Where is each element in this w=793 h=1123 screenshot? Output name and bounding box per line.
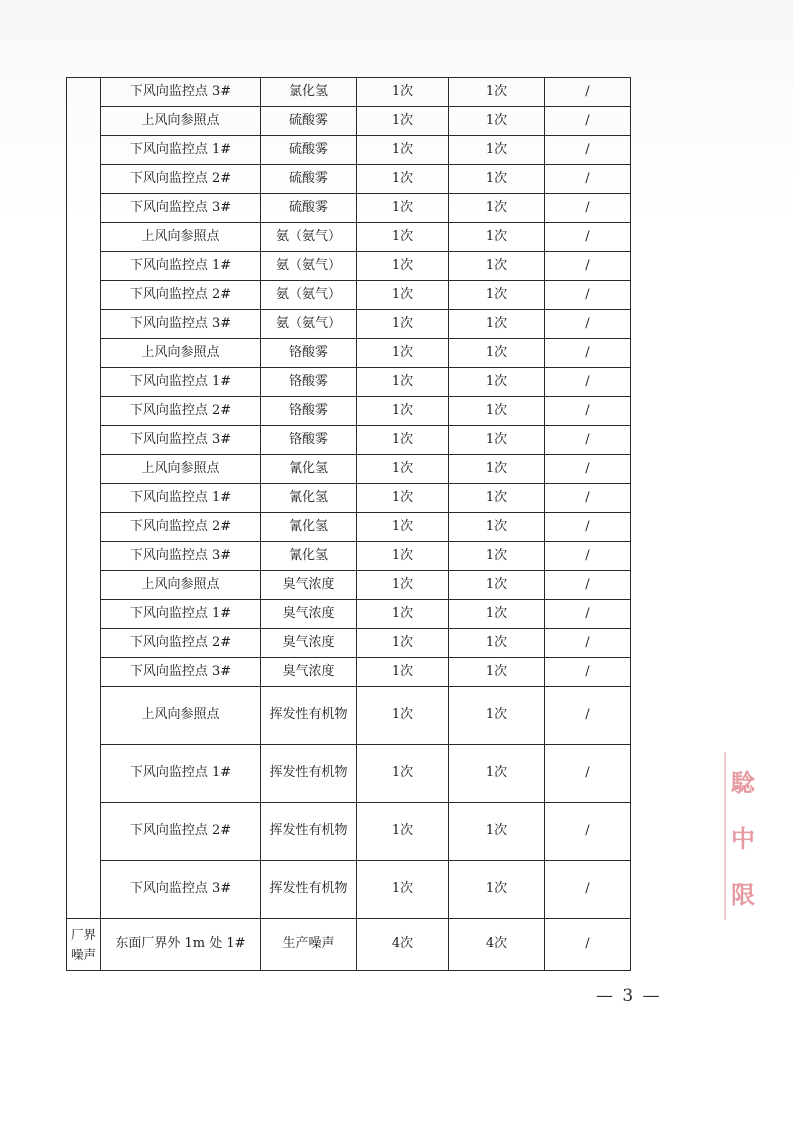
table-row	[67, 165, 631, 194]
item-cell: 硫酸雾	[261, 165, 357, 194]
note-cell: /	[545, 78, 631, 107]
item-cell: 铬酸雾	[261, 368, 357, 397]
note-cell: /	[545, 600, 631, 629]
freq-b-cell: 1次	[449, 658, 545, 687]
note-cell: /	[545, 194, 631, 223]
item-cell: 铬酸雾	[261, 426, 357, 455]
note-cell: /	[545, 513, 631, 542]
freq-b-cell: 1次	[449, 687, 545, 745]
freq-b-cell: 1次	[449, 223, 545, 252]
site-cell: 下风向监控点 3#	[101, 194, 261, 223]
note-cell: /	[545, 803, 631, 861]
table-row	[67, 281, 631, 310]
table-row	[67, 78, 631, 107]
freq-b-cell: 4次	[449, 919, 545, 971]
site-cell: 上风向参照点	[101, 223, 261, 252]
note-cell: /	[545, 165, 631, 194]
site-cell: 下风向监控点 2#	[101, 281, 261, 310]
stamp-char: 騐	[731, 768, 755, 797]
item-cell: 氰化氢	[261, 542, 357, 571]
freq-a-cell: 1次	[357, 803, 449, 861]
site-cell: 上风向参照点	[101, 107, 261, 136]
note-cell: /	[545, 223, 631, 252]
item-cell: 氨（氨气）	[261, 310, 357, 339]
site-cell: 下风向监控点 3#	[101, 861, 261, 919]
table-row	[67, 745, 631, 803]
freq-a-cell: 1次	[357, 629, 449, 658]
site-cell: 下风向监控点 1#	[101, 484, 261, 513]
freq-a-cell: 1次	[357, 745, 449, 803]
freq-a-cell: 1次	[357, 513, 449, 542]
table-row	[67, 455, 631, 484]
freq-a-cell: 1次	[357, 136, 449, 165]
note-cell: /	[545, 455, 631, 484]
site-cell: 东面厂界外 1m 处 1#	[101, 919, 261, 971]
table-row	[67, 136, 631, 165]
table-row	[67, 542, 631, 571]
freq-b-cell: 1次	[449, 513, 545, 542]
freq-b-cell: 1次	[449, 310, 545, 339]
table-row	[67, 600, 631, 629]
freq-b-cell: 1次	[449, 78, 545, 107]
item-cell: 生产噪声	[261, 919, 357, 971]
note-cell: /	[545, 542, 631, 571]
note-cell: /	[545, 658, 631, 687]
table-row	[67, 426, 631, 455]
freq-b-cell: 1次	[449, 397, 545, 426]
item-cell: 氯化氢	[261, 78, 357, 107]
note-cell: /	[545, 745, 631, 803]
item-cell: 臭气浓度	[261, 600, 357, 629]
note-cell: /	[545, 339, 631, 368]
table-row	[67, 484, 631, 513]
table-row	[67, 397, 631, 426]
site-cell: 上风向参照点	[101, 339, 261, 368]
freq-a-cell: 1次	[357, 455, 449, 484]
item-cell: 氨（氨气）	[261, 252, 357, 281]
freq-a-cell: 1次	[357, 600, 449, 629]
note-cell: /	[545, 107, 631, 136]
table-row	[67, 107, 631, 136]
site-cell: 下风向监控点 1#	[101, 136, 261, 165]
table-row	[67, 339, 631, 368]
table-row	[67, 252, 631, 281]
freq-a-cell: 1次	[357, 223, 449, 252]
note-cell: /	[545, 629, 631, 658]
item-cell: 铬酸雾	[261, 339, 357, 368]
site-cell: 下风向监控点 2#	[101, 165, 261, 194]
freq-a-cell: 4次	[357, 919, 449, 971]
table-row	[67, 861, 631, 919]
freq-b-cell: 1次	[449, 803, 545, 861]
site-cell: 上风向参照点	[101, 571, 261, 600]
site-cell: 下风向监控点 3#	[101, 658, 261, 687]
freq-b-cell: 1次	[449, 136, 545, 165]
freq-b-cell: 1次	[449, 107, 545, 136]
table-row	[67, 571, 631, 600]
freq-a-cell: 1次	[357, 368, 449, 397]
site-cell: 下风向监控点 1#	[101, 368, 261, 397]
freq-b-cell: 1次	[449, 368, 545, 397]
site-cell: 上风向参照点	[101, 687, 261, 745]
item-cell: 氨（氨气）	[261, 281, 357, 310]
item-cell: 铬酸雾	[261, 397, 357, 426]
freq-b-cell: 1次	[449, 455, 545, 484]
note-cell: /	[545, 687, 631, 745]
note-cell: /	[545, 484, 631, 513]
freq-b-cell: 1次	[449, 426, 545, 455]
site-cell: 下风向监控点 3#	[101, 78, 261, 107]
note-cell: /	[545, 310, 631, 339]
freq-a-cell: 1次	[357, 658, 449, 687]
table-row	[67, 368, 631, 397]
freq-b-cell: 1次	[449, 542, 545, 571]
freq-a-cell: 1次	[357, 687, 449, 745]
item-cell: 臭气浓度	[261, 658, 357, 687]
note-cell: /	[545, 571, 631, 600]
site-cell: 下风向监控点 2#	[101, 803, 261, 861]
red-seal-stamp	[724, 752, 760, 920]
table-row	[67, 310, 631, 339]
table-row	[67, 803, 631, 861]
freq-a-cell: 1次	[357, 861, 449, 919]
category-cell-blank	[67, 78, 101, 919]
item-cell: 臭气浓度	[261, 571, 357, 600]
item-cell: 氰化氢	[261, 455, 357, 484]
table-row	[67, 194, 631, 223]
monitoring-table	[66, 77, 631, 971]
freq-a-cell: 1次	[357, 542, 449, 571]
item-cell: 硫酸雾	[261, 107, 357, 136]
freq-a-cell: 1次	[357, 78, 449, 107]
freq-b-cell: 1次	[449, 194, 545, 223]
freq-a-cell: 1次	[357, 397, 449, 426]
freq-b-cell: 1次	[449, 629, 545, 658]
note-cell: /	[545, 861, 631, 919]
table-row	[67, 629, 631, 658]
freq-b-cell: 1次	[449, 484, 545, 513]
freq-b-cell: 1次	[449, 600, 545, 629]
freq-a-cell: 1次	[357, 571, 449, 600]
note-cell: /	[545, 281, 631, 310]
freq-a-cell: 1次	[357, 165, 449, 194]
freq-a-cell: 1次	[357, 339, 449, 368]
freq-b-cell: 1次	[449, 571, 545, 600]
freq-a-cell: 1次	[357, 484, 449, 513]
freq-b-cell: 1次	[449, 339, 545, 368]
freq-b-cell: 1次	[449, 861, 545, 919]
item-cell: 硫酸雾	[261, 194, 357, 223]
note-cell: /	[545, 252, 631, 281]
site-cell: 下风向监控点 1#	[101, 600, 261, 629]
site-cell: 上风向参照点	[101, 455, 261, 484]
category-cell: 厂界噪声	[67, 919, 101, 971]
noise-row	[67, 919, 631, 971]
freq-b-cell: 1次	[449, 252, 545, 281]
note-cell: /	[545, 136, 631, 165]
freq-a-cell: 1次	[357, 310, 449, 339]
item-cell: 硫酸雾	[261, 136, 357, 165]
note-cell: /	[545, 919, 631, 971]
page-number: — 3 —	[596, 986, 662, 1006]
freq-a-cell: 1次	[357, 281, 449, 310]
freq-a-cell: 1次	[357, 252, 449, 281]
site-cell: 下风向监控点 1#	[101, 252, 261, 281]
stamp-char: 限	[731, 880, 755, 909]
site-cell: 下风向监控点 2#	[101, 397, 261, 426]
table-row	[67, 223, 631, 252]
stamp-char: 中	[731, 824, 755, 853]
freq-a-cell: 1次	[357, 194, 449, 223]
note-cell: /	[545, 397, 631, 426]
item-cell: 氰化氢	[261, 513, 357, 542]
site-cell: 下风向监控点 3#	[101, 426, 261, 455]
site-cell: 下风向监控点 1#	[101, 745, 261, 803]
site-cell: 下风向监控点 3#	[101, 310, 261, 339]
item-cell: 氨（氨气）	[261, 223, 357, 252]
freq-b-cell: 1次	[449, 745, 545, 803]
item-cell: 氰化氢	[261, 484, 357, 513]
note-cell: /	[545, 426, 631, 455]
site-cell: 下风向监控点 2#	[101, 629, 261, 658]
site-cell: 下风向监控点 3#	[101, 542, 261, 571]
item-cell: 挥发性有机物	[261, 803, 357, 861]
item-cell: 挥发性有机物	[261, 687, 357, 745]
item-cell: 挥发性有机物	[261, 745, 357, 803]
table-row	[67, 687, 631, 745]
item-cell: 臭气浓度	[261, 629, 357, 658]
freq-a-cell: 1次	[357, 426, 449, 455]
note-cell: /	[545, 368, 631, 397]
freq-b-cell: 1次	[449, 281, 545, 310]
table-row	[67, 513, 631, 542]
item-cell: 挥发性有机物	[261, 861, 357, 919]
freq-b-cell: 1次	[449, 165, 545, 194]
site-cell: 下风向监控点 2#	[101, 513, 261, 542]
freq-a-cell: 1次	[357, 107, 449, 136]
table-row	[67, 658, 631, 687]
